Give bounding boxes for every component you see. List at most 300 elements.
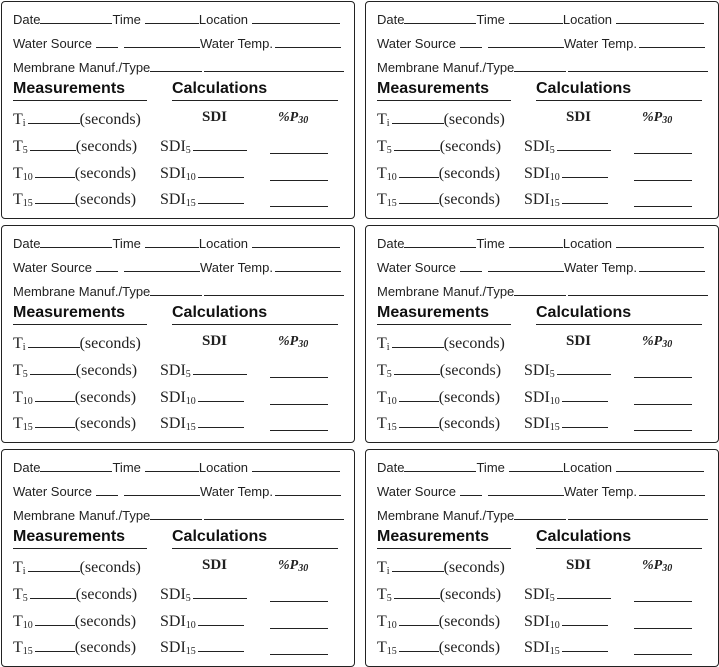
measurements-underline bbox=[377, 548, 511, 549]
sdi-column-heading: SDI bbox=[202, 333, 228, 349]
t5-label: $T_5$ bbox=[13, 362, 28, 380]
date-time-location-row bbox=[13, 234, 340, 251]
sdi10-label: $SDI_{10}$ bbox=[160, 389, 196, 407]
date-time-location-row bbox=[377, 10, 704, 27]
membrane-field[interactable] bbox=[150, 506, 202, 520]
t5-field[interactable] bbox=[30, 360, 76, 375]
calculations-underline bbox=[172, 324, 338, 325]
sdi-column-heading: SDI bbox=[566, 557, 592, 573]
p30-15-field[interactable] bbox=[270, 206, 328, 207]
p30-5-field[interactable] bbox=[270, 153, 328, 154]
time-field[interactable] bbox=[509, 234, 563, 248]
membrane-field-2[interactable] bbox=[568, 58, 708, 72]
time-label: Time bbox=[476, 236, 505, 251]
membrane-row bbox=[13, 282, 344, 299]
date-label: Date bbox=[13, 236, 41, 251]
t15-field[interactable] bbox=[35, 189, 75, 204]
membrane-row bbox=[13, 58, 344, 75]
membrane-label: Membrane Manuf./Type bbox=[377, 284, 515, 299]
water-source-field[interactable] bbox=[460, 482, 482, 496]
sdi15-label: $SDI_{15}$ bbox=[524, 415, 560, 433]
p30-5-field[interactable] bbox=[634, 153, 692, 154]
water-temp-label: Water Temp. bbox=[564, 260, 637, 275]
t5-row bbox=[13, 360, 137, 380]
sdi5-row bbox=[524, 360, 611, 380]
t15-label: $T_{15}$ bbox=[377, 639, 397, 657]
calculations-heading: Calculations bbox=[536, 304, 632, 321]
seconds-label: (seconds) bbox=[438, 613, 501, 630]
sdi5-label: $SDI_5$ bbox=[160, 362, 191, 380]
t10-field[interactable] bbox=[399, 611, 439, 626]
t15-row bbox=[13, 637, 136, 657]
water-source-field[interactable] bbox=[96, 258, 118, 272]
seconds-label: (seconds) bbox=[75, 586, 138, 603]
sdi10-field[interactable] bbox=[198, 611, 244, 626]
t5-field[interactable] bbox=[394, 360, 440, 375]
water-temp-field[interactable] bbox=[639, 34, 705, 48]
calculations-heading: Calculations bbox=[536, 528, 632, 545]
membrane-label: Membrane Manuf./Type bbox=[377, 508, 515, 523]
water-source-field-2[interactable] bbox=[124, 258, 200, 272]
t5-row bbox=[13, 584, 137, 604]
water-source-field-2[interactable] bbox=[124, 34, 200, 48]
water-source-field-2[interactable] bbox=[124, 482, 200, 496]
date-label: Date bbox=[13, 460, 41, 475]
t15-label: $T_{15}$ bbox=[13, 191, 33, 209]
water-source-field[interactable] bbox=[460, 258, 482, 272]
t5-row bbox=[13, 136, 137, 156]
membrane-field-2[interactable] bbox=[568, 282, 708, 296]
seconds-label: (seconds) bbox=[438, 191, 501, 208]
membrane-field[interactable] bbox=[514, 282, 566, 296]
t5-row bbox=[377, 136, 501, 156]
calculations-underline bbox=[172, 548, 338, 549]
ti-field[interactable] bbox=[392, 333, 444, 348]
water-source-label: Water Source bbox=[377, 260, 456, 275]
date-time-location-row bbox=[377, 458, 704, 475]
time-field[interactable] bbox=[509, 458, 563, 472]
sdi-column-heading: SDI bbox=[202, 109, 228, 125]
location-label: Location bbox=[198, 236, 249, 251]
ti-label: $T_i$ bbox=[13, 559, 26, 577]
p30-10-field[interactable] bbox=[270, 180, 328, 181]
water-source-label: Water Source bbox=[377, 36, 456, 51]
t5-label: $T_5$ bbox=[13, 586, 28, 604]
p30-10-field[interactable] bbox=[270, 628, 328, 629]
t10-label: $T_{10}$ bbox=[13, 613, 33, 631]
membrane-field-2[interactable] bbox=[568, 506, 708, 520]
t15-row bbox=[13, 189, 136, 209]
seconds-label: (seconds) bbox=[439, 586, 502, 603]
p30-column-heading: $\%P_{30}$ bbox=[278, 558, 309, 574]
time-label: Time bbox=[112, 460, 141, 475]
water-temp-label: Water Temp. bbox=[564, 484, 637, 499]
t15-field[interactable] bbox=[399, 189, 439, 204]
water-source-field[interactable] bbox=[96, 482, 118, 496]
t10-field[interactable] bbox=[35, 163, 75, 178]
time-field[interactable] bbox=[509, 10, 563, 24]
t15-row bbox=[377, 413, 500, 433]
water-source-field-2[interactable] bbox=[488, 258, 564, 272]
t5-field[interactable] bbox=[394, 136, 440, 151]
ti-label: $T_i$ bbox=[13, 335, 26, 353]
seconds-label: (seconds) bbox=[74, 191, 137, 208]
sdi-column-heading: SDI bbox=[566, 109, 592, 125]
sdi15-field[interactable] bbox=[198, 413, 244, 428]
p30-15-field[interactable] bbox=[270, 654, 328, 655]
time-field[interactable] bbox=[145, 10, 199, 24]
seconds-label: (seconds) bbox=[439, 362, 502, 379]
membrane-row bbox=[377, 282, 708, 299]
measurements-underline bbox=[377, 324, 511, 325]
water-source-field-2[interactable] bbox=[488, 34, 564, 48]
t15-label: $T_{15}$ bbox=[377, 415, 397, 433]
seconds-label: (seconds) bbox=[75, 362, 138, 379]
date-field[interactable] bbox=[40, 10, 112, 24]
ti-field[interactable] bbox=[28, 557, 80, 572]
membrane-label: Membrane Manuf./Type bbox=[13, 60, 151, 75]
p30-5-field[interactable] bbox=[634, 377, 692, 378]
membrane-row bbox=[377, 58, 708, 75]
t15-field[interactable] bbox=[399, 413, 439, 428]
sdi10-label: $SDI_{10}$ bbox=[160, 613, 196, 631]
measurements-underline bbox=[13, 548, 147, 549]
membrane-row bbox=[13, 506, 344, 523]
membrane-field[interactable] bbox=[150, 58, 202, 72]
t10-row bbox=[377, 163, 500, 183]
water-source-label: Water Source bbox=[13, 484, 92, 499]
t10-label: $T_{10}$ bbox=[377, 165, 397, 183]
sdi-record-card bbox=[365, 449, 719, 667]
t10-row bbox=[377, 387, 500, 407]
date-time-location-row bbox=[377, 234, 704, 251]
calculations-heading: Calculations bbox=[172, 304, 268, 321]
measurements-underline bbox=[13, 100, 147, 101]
measurements-heading: Measurements bbox=[13, 80, 126, 97]
sdi5-label: $SDI_5$ bbox=[160, 138, 191, 156]
p30-15-field[interactable] bbox=[270, 430, 328, 431]
sdi5-field[interactable] bbox=[557, 360, 611, 375]
sdi10-row bbox=[524, 163, 608, 183]
water-temp-label: Water Temp. bbox=[200, 484, 273, 499]
sdi15-label: $SDI_{15}$ bbox=[524, 639, 560, 657]
measurements-heading: Measurements bbox=[377, 528, 490, 545]
sdi10-row bbox=[524, 387, 608, 407]
t15-label: $T_{15}$ bbox=[377, 191, 397, 209]
membrane-label: Membrane Manuf./Type bbox=[13, 508, 151, 523]
water-source-row bbox=[377, 258, 705, 275]
sdi15-field[interactable] bbox=[198, 189, 244, 204]
ti-field[interactable] bbox=[28, 333, 80, 348]
measurements-heading: Measurements bbox=[13, 304, 126, 321]
date-time-location-row bbox=[13, 458, 340, 475]
measurements-heading: Measurements bbox=[377, 304, 490, 321]
sdi10-row bbox=[160, 387, 244, 407]
p30-5-field[interactable] bbox=[270, 377, 328, 378]
water-temp-field[interactable] bbox=[639, 482, 705, 496]
t10-field[interactable] bbox=[399, 387, 439, 402]
ti-label: $T_i$ bbox=[377, 335, 390, 353]
membrane-field-2[interactable] bbox=[204, 282, 344, 296]
t15-row bbox=[377, 637, 500, 657]
t15-field[interactable] bbox=[35, 413, 75, 428]
t15-label: $T_{15}$ bbox=[13, 415, 33, 433]
location-field[interactable] bbox=[616, 458, 704, 472]
calculations-underline bbox=[536, 100, 702, 101]
sdi15-row bbox=[160, 189, 244, 209]
water-source-row bbox=[13, 258, 341, 275]
seconds-label: (seconds) bbox=[439, 138, 502, 155]
seconds-label: (seconds) bbox=[438, 389, 501, 406]
seconds-label: (seconds) bbox=[74, 415, 137, 432]
seconds-label: (seconds) bbox=[438, 415, 501, 432]
date-label: Date bbox=[377, 12, 405, 27]
water-source-row bbox=[13, 34, 341, 51]
seconds-label: (seconds) bbox=[443, 111, 505, 128]
sdi5-field[interactable] bbox=[557, 136, 611, 151]
p30-15-field[interactable] bbox=[634, 206, 692, 207]
location-field[interactable] bbox=[616, 234, 704, 248]
location-label: Location bbox=[562, 12, 613, 27]
water-temp-field[interactable] bbox=[639, 258, 705, 272]
ti-row bbox=[377, 109, 505, 129]
sdi10-label: $SDI_{10}$ bbox=[524, 389, 560, 407]
water-source-field-2[interactable] bbox=[488, 482, 564, 496]
p30-10-field[interactable] bbox=[634, 628, 692, 629]
t5-row bbox=[377, 584, 501, 604]
t10-field[interactable] bbox=[399, 163, 439, 178]
membrane-label: Membrane Manuf./Type bbox=[13, 284, 151, 299]
date-time-location-row bbox=[13, 10, 340, 27]
sdi5-row bbox=[160, 584, 247, 604]
t15-field[interactable] bbox=[35, 637, 75, 652]
sdi5-row bbox=[160, 136, 247, 156]
t5-label: $T_5$ bbox=[377, 586, 392, 604]
sdi-record-card bbox=[365, 225, 719, 443]
time-field[interactable] bbox=[145, 458, 199, 472]
ti-field[interactable] bbox=[392, 109, 444, 124]
measurements-heading: Measurements bbox=[13, 528, 126, 545]
t10-row bbox=[13, 387, 136, 407]
t10-field[interactable] bbox=[35, 387, 75, 402]
sdi15-field[interactable] bbox=[198, 637, 244, 652]
date-field[interactable] bbox=[404, 10, 476, 24]
t10-field[interactable] bbox=[35, 611, 75, 626]
t10-label: $T_{10}$ bbox=[13, 389, 33, 407]
sdi10-row bbox=[160, 163, 244, 183]
t15-label: $T_{15}$ bbox=[13, 639, 33, 657]
t10-label: $T_{10}$ bbox=[13, 165, 33, 183]
measurements-heading: Measurements bbox=[377, 80, 490, 97]
p30-15-field[interactable] bbox=[634, 654, 692, 655]
ti-label: $T_i$ bbox=[13, 111, 26, 129]
seconds-label: (seconds) bbox=[79, 559, 141, 576]
water-temp-field[interactable] bbox=[275, 34, 341, 48]
p30-column-heading: $\%P_{30}$ bbox=[278, 334, 309, 350]
p30-column-heading: $\%P_{30}$ bbox=[642, 558, 673, 574]
p30-5-field[interactable] bbox=[270, 601, 328, 602]
water-source-label: Water Source bbox=[13, 36, 92, 51]
water-temp-field[interactable] bbox=[275, 258, 341, 272]
p30-10-field[interactable] bbox=[270, 404, 328, 405]
sdi10-field[interactable] bbox=[562, 387, 608, 402]
date-field[interactable] bbox=[404, 458, 476, 472]
sdi5-row bbox=[524, 136, 611, 156]
sdi5-row bbox=[160, 360, 247, 380]
calculations-heading: Calculations bbox=[172, 80, 268, 97]
t5-field[interactable] bbox=[30, 136, 76, 151]
sdi10-label: $SDI_{10}$ bbox=[160, 165, 196, 183]
sdi15-label: $SDI_{15}$ bbox=[524, 191, 560, 209]
ti-row bbox=[13, 333, 141, 353]
sdi-record-card bbox=[1, 449, 355, 667]
ti-label: $T_i$ bbox=[377, 111, 390, 129]
t5-label: $T_5$ bbox=[377, 138, 392, 156]
p30-column-heading: $\%P_{30}$ bbox=[642, 334, 673, 350]
seconds-label: (seconds) bbox=[443, 335, 505, 352]
sdi10-label: $SDI_{10}$ bbox=[524, 165, 560, 183]
sdi-record-card bbox=[1, 1, 355, 219]
membrane-field[interactable] bbox=[514, 58, 566, 72]
location-field[interactable] bbox=[252, 234, 340, 248]
calculations-heading: Calculations bbox=[172, 528, 268, 545]
ti-field[interactable] bbox=[28, 109, 80, 124]
sdi5-field[interactable] bbox=[193, 584, 247, 599]
water-source-row bbox=[377, 34, 705, 51]
ti-row bbox=[377, 333, 505, 353]
location-label: Location bbox=[562, 236, 613, 251]
sdi-column-heading: SDI bbox=[566, 333, 592, 349]
water-temp-label: Water Temp. bbox=[200, 36, 273, 51]
sdi5-label: $SDI_5$ bbox=[524, 138, 555, 156]
date-field[interactable] bbox=[404, 234, 476, 248]
sdi10-field[interactable] bbox=[198, 387, 244, 402]
ti-row bbox=[13, 557, 141, 577]
p30-column-heading: $\%P_{30}$ bbox=[642, 110, 673, 126]
sdi15-row bbox=[524, 637, 608, 657]
date-label: Date bbox=[377, 236, 405, 251]
calculations-underline bbox=[172, 100, 338, 101]
t15-field[interactable] bbox=[399, 637, 439, 652]
time-label: Time bbox=[476, 12, 505, 27]
location-field[interactable] bbox=[252, 10, 340, 24]
sdi5-field[interactable] bbox=[193, 360, 247, 375]
location-field[interactable] bbox=[252, 458, 340, 472]
t10-row bbox=[13, 163, 136, 183]
seconds-label: (seconds) bbox=[443, 559, 505, 576]
membrane-field[interactable] bbox=[150, 282, 202, 296]
water-source-label: Water Source bbox=[377, 484, 456, 499]
calculations-heading: Calculations bbox=[536, 80, 632, 97]
location-label: Location bbox=[562, 460, 613, 475]
sdi15-label: $SDI_{15}$ bbox=[160, 415, 196, 433]
sdi10-field[interactable] bbox=[198, 163, 244, 178]
seconds-label: (seconds) bbox=[79, 335, 141, 352]
t10-label: $T_{10}$ bbox=[377, 389, 397, 407]
calculations-underline bbox=[536, 548, 702, 549]
sdi10-field[interactable] bbox=[562, 163, 608, 178]
sdi-record-card bbox=[1, 225, 355, 443]
sdi15-row bbox=[524, 189, 608, 209]
time-label: Time bbox=[476, 460, 505, 475]
p30-15-field[interactable] bbox=[634, 430, 692, 431]
sdi15-field[interactable] bbox=[562, 637, 608, 652]
p30-10-field[interactable] bbox=[634, 180, 692, 181]
membrane-field[interactable] bbox=[514, 506, 566, 520]
sdi15-row bbox=[160, 637, 244, 657]
location-label: Location bbox=[198, 460, 249, 475]
p30-10-field[interactable] bbox=[634, 404, 692, 405]
water-temp-label: Water Temp. bbox=[200, 260, 273, 275]
sdi5-label: $SDI_5$ bbox=[524, 586, 555, 604]
ti-row bbox=[377, 557, 505, 577]
ti-field[interactable] bbox=[392, 557, 444, 572]
location-field[interactable] bbox=[616, 10, 704, 24]
t10-row bbox=[13, 611, 136, 631]
water-temp-field[interactable] bbox=[275, 482, 341, 496]
t5-label: $T_5$ bbox=[13, 138, 28, 156]
t10-label: $T_{10}$ bbox=[377, 613, 397, 631]
date-field[interactable] bbox=[40, 234, 112, 248]
t5-row bbox=[377, 360, 501, 380]
seconds-label: (seconds) bbox=[438, 639, 501, 656]
sdi15-label: $SDI_{15}$ bbox=[160, 639, 196, 657]
seconds-label: (seconds) bbox=[74, 165, 137, 182]
sdi10-label: $SDI_{10}$ bbox=[524, 613, 560, 631]
sdi10-row bbox=[160, 611, 244, 631]
sdi5-label: $SDI_5$ bbox=[524, 362, 555, 380]
t15-row bbox=[377, 189, 500, 209]
sdi15-field[interactable] bbox=[562, 413, 608, 428]
measurements-underline bbox=[377, 100, 511, 101]
sdi-record-card bbox=[365, 1, 719, 219]
t5-field[interactable] bbox=[30, 584, 76, 599]
location-label: Location bbox=[198, 12, 249, 27]
seconds-label: (seconds) bbox=[74, 389, 137, 406]
p30-column-heading: $\%P_{30}$ bbox=[278, 110, 309, 126]
sdi15-row bbox=[524, 413, 608, 433]
sdi5-label: $SDI_5$ bbox=[160, 586, 191, 604]
sdi15-label: $SDI_{15}$ bbox=[160, 191, 196, 209]
time-label: Time bbox=[112, 236, 141, 251]
sdi15-row bbox=[160, 413, 244, 433]
sdi5-field[interactable] bbox=[193, 136, 247, 151]
water-source-label: Water Source bbox=[13, 260, 92, 275]
calculations-underline bbox=[536, 324, 702, 325]
membrane-field-2[interactable] bbox=[204, 58, 344, 72]
date-label: Date bbox=[377, 460, 405, 475]
sdi15-field[interactable] bbox=[562, 189, 608, 204]
seconds-label: (seconds) bbox=[74, 639, 137, 656]
p30-5-field[interactable] bbox=[634, 601, 692, 602]
seconds-label: (seconds) bbox=[75, 138, 138, 155]
sdi10-field[interactable] bbox=[562, 611, 608, 626]
measurements-underline bbox=[13, 324, 147, 325]
ti-row bbox=[13, 109, 141, 129]
water-source-field[interactable] bbox=[460, 34, 482, 48]
t10-row bbox=[377, 611, 500, 631]
water-source-field[interactable] bbox=[96, 34, 118, 48]
water-source-row bbox=[377, 482, 705, 499]
date-field[interactable] bbox=[40, 458, 112, 472]
membrane-field-2[interactable] bbox=[204, 506, 344, 520]
seconds-label: (seconds) bbox=[438, 165, 501, 182]
t5-field[interactable] bbox=[394, 584, 440, 599]
sdi5-field[interactable] bbox=[557, 584, 611, 599]
t15-row bbox=[13, 413, 136, 433]
seconds-label: (seconds) bbox=[79, 111, 141, 128]
time-field[interactable] bbox=[145, 234, 199, 248]
